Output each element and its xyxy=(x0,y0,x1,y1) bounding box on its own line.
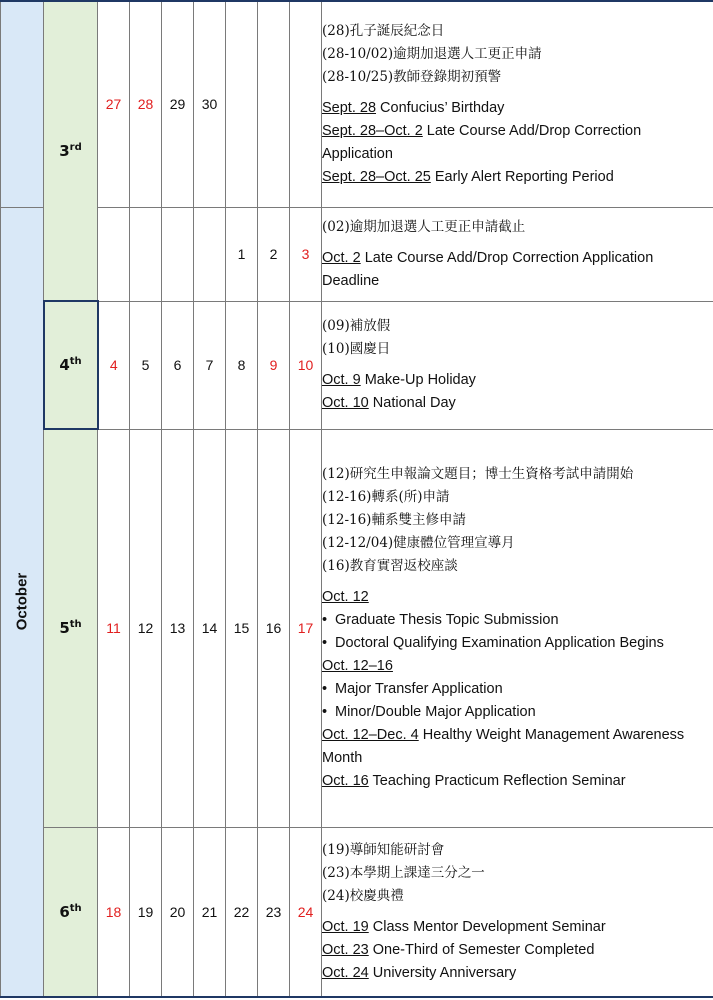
event-date: Oct. 19 xyxy=(322,918,369,935)
week-cell-5 xyxy=(44,429,98,827)
en-event xyxy=(322,916,713,939)
day-cell xyxy=(130,207,162,301)
event-date: Oct. 12–16 xyxy=(322,658,393,674)
zh-event: (28-10/25)教師登錄期初預警 xyxy=(322,68,502,85)
zh-event: (19)導師知能研討會 xyxy=(322,841,445,858)
event-bullet: • Minor/Double Major Application xyxy=(322,701,713,724)
week-suffix: rd xyxy=(69,142,82,153)
en-event xyxy=(322,369,713,392)
zh-event: (23)本學期上課達三分之一 xyxy=(322,864,485,881)
calendar-row-oct18 xyxy=(1,827,713,997)
day-cell: 19 xyxy=(130,827,162,997)
zh-event: (28-10/02)逾期加退選人工更正申請 xyxy=(322,45,542,62)
calendar-row-oct1 xyxy=(1,207,713,301)
zh-event: (02)逾期加退選人工更正申請截止 xyxy=(322,218,526,235)
day-cell: 21 xyxy=(194,827,226,997)
event-date: Oct. 10 xyxy=(322,395,369,411)
event-text: Early Alert Reporting Period xyxy=(430,168,614,185)
month-cell-prev xyxy=(1,1,44,207)
en-event xyxy=(322,392,713,415)
day-cell: 20 xyxy=(162,827,194,997)
event-date: Oct. 12 xyxy=(322,589,369,605)
day-cell: 30 xyxy=(194,1,226,207)
event-text: Make-Up Holiday xyxy=(360,372,476,388)
day-cell: 3 xyxy=(290,207,322,301)
week-suffix: th xyxy=(69,356,82,367)
day-cell: 10 xyxy=(290,301,322,429)
day-cell: 12 xyxy=(130,429,162,827)
notes-cell xyxy=(322,301,713,429)
day-cell: 14 xyxy=(194,429,226,827)
en-event xyxy=(322,97,713,120)
event-bullet-list xyxy=(322,678,713,724)
event-date: Oct. 12–Dec. 4 xyxy=(322,727,419,743)
day-cell: 24 xyxy=(290,827,322,997)
week-suffix: th xyxy=(69,902,82,914)
zh-event: (09)補放假 xyxy=(322,318,391,334)
event-date: Oct. 16 xyxy=(322,773,369,789)
zh-event: (12)研究生申報論文題目；博士生資格考試申請開始 xyxy=(322,466,634,482)
day-cell: 15 xyxy=(226,429,258,827)
event-date: Oct. 9 xyxy=(322,372,361,388)
event-date: Oct. 23 xyxy=(322,941,369,958)
day-cell: 11 xyxy=(98,429,130,827)
week-cell-4 xyxy=(44,301,98,429)
event-date: Sept. 28–Oct. 2 xyxy=(322,122,423,139)
day-cell: 17 xyxy=(290,429,322,827)
day-cell xyxy=(162,207,194,301)
event-text: National Day xyxy=(368,395,456,411)
day-cell: 9 xyxy=(258,301,290,429)
day-cell xyxy=(98,207,130,301)
day-cell: 28 xyxy=(130,1,162,207)
event-bullet: • Major Transfer Application xyxy=(322,678,713,701)
event-text: One-Third of Semester Completed xyxy=(368,941,595,958)
en-event xyxy=(322,962,713,985)
event-text: Healthy Weight Management Awareness Month xyxy=(322,727,685,766)
day-cell xyxy=(194,207,226,301)
day-cell: 6 xyxy=(162,301,194,429)
day-cell xyxy=(290,1,322,207)
notes-cell xyxy=(322,207,713,301)
zh-event: (12-16)輔系雙主修申請 xyxy=(322,512,466,528)
week-number: 3 xyxy=(59,142,70,160)
event-date: Sept. 28–Oct. 25 xyxy=(322,168,431,185)
day-cell: 22 xyxy=(226,827,258,997)
event-bullet-list xyxy=(322,609,713,655)
event-text: Late Course Add/Drop Correction Application xyxy=(322,122,642,162)
en-event xyxy=(322,939,713,962)
zh-event: (24)校慶典禮 xyxy=(322,887,404,904)
day-cell: 7 xyxy=(194,301,226,429)
calendar-row-oct11 xyxy=(1,429,713,827)
day-cell xyxy=(258,1,290,207)
week-number: 4 xyxy=(59,356,70,374)
en-event xyxy=(322,724,713,770)
day-cell: 13 xyxy=(162,429,194,827)
zh-event: (16)教育實習返校座談 xyxy=(322,558,458,574)
notes-cell xyxy=(322,429,713,827)
day-cell: 27 xyxy=(98,1,130,207)
day-cell: 23 xyxy=(258,827,290,997)
zh-event: (28)孔子誕辰紀念日 xyxy=(322,22,445,39)
en-event xyxy=(322,247,713,293)
day-cell: 2 xyxy=(258,207,290,301)
month-label: October xyxy=(13,572,31,631)
en-event xyxy=(322,770,713,793)
calendar-row-sept27 xyxy=(1,1,713,207)
day-cell: 8 xyxy=(226,301,258,429)
zh-event: (12-16)轉系(所)申請 xyxy=(322,489,450,505)
day-cell: 16 xyxy=(258,429,290,827)
day-cell: 1 xyxy=(226,207,258,301)
month-cell-october xyxy=(1,207,44,997)
event-date: Oct. 24 xyxy=(322,964,369,981)
day-cell: 29 xyxy=(162,1,194,207)
en-event xyxy=(322,166,713,189)
event-text: University Anniversary xyxy=(368,964,517,981)
event-date: Oct. 2 xyxy=(322,249,361,266)
notes-cell xyxy=(322,1,713,207)
en-event xyxy=(322,120,713,166)
event-bullet: • Graduate Thesis Topic Submission xyxy=(322,609,713,632)
event-date: Sept. 28 xyxy=(322,99,377,116)
event-text: Teaching Practicum Reflection Seminar xyxy=(368,773,626,789)
day-cell: 5 xyxy=(130,301,162,429)
week-cell-3 xyxy=(44,1,98,301)
week-number: 5 xyxy=(59,619,70,638)
zh-event: (12-12/04)健康體位管理宣導月 xyxy=(322,535,515,551)
zh-event: (10)國慶日 xyxy=(322,341,391,357)
week-cell-6 xyxy=(44,827,98,997)
event-text: Late Course Add/Drop Correction Application Deadline xyxy=(322,249,654,289)
notes-cell xyxy=(322,827,713,997)
day-cell: 18 xyxy=(98,827,130,997)
event-text: Class Mentor Development Seminar xyxy=(368,918,606,935)
day-cell: 4 xyxy=(98,301,130,429)
event-bullet: • Doctoral Qualifying Examination Application Begins xyxy=(322,632,713,655)
day-cell xyxy=(226,1,258,207)
calendar-row-oct4 xyxy=(1,301,713,429)
week-number: 6 xyxy=(59,902,70,921)
event-text: Confucius’ Birthday xyxy=(376,99,505,116)
week-suffix: th xyxy=(69,619,82,631)
